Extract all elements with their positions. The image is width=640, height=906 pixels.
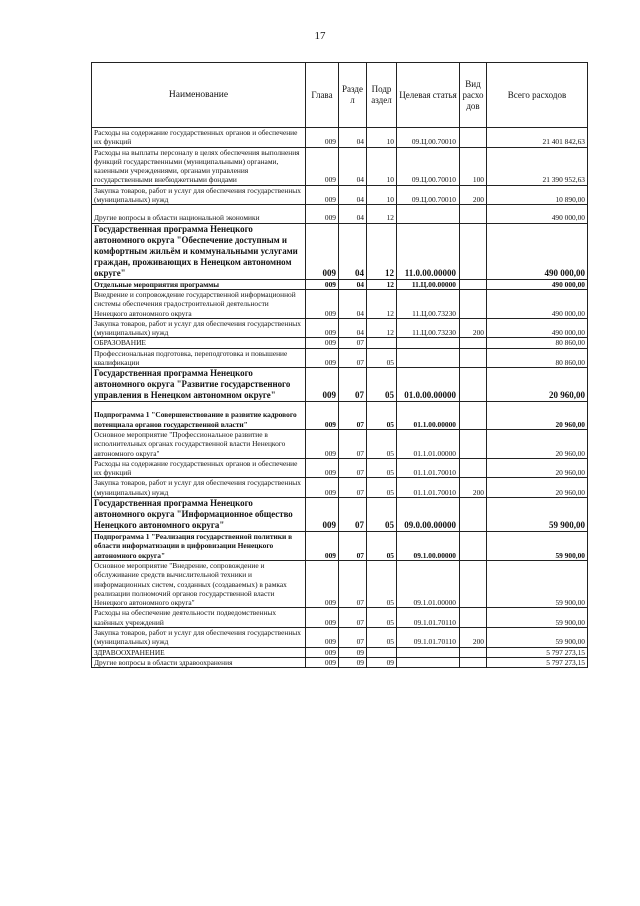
row-target: 11.Ц.00.73230 bbox=[397, 318, 460, 338]
row-subsection: 12 bbox=[367, 318, 397, 338]
table-row bbox=[92, 532, 588, 561]
row-name: Государственная программа Ненецкого автономного округа "Обеспечение доступным и комфортным жильём и коммунальными услугами граждан, проживающих в Ненецком автономном округе" bbox=[92, 223, 306, 279]
row-section: 07 bbox=[339, 338, 367, 348]
row-section: 04 bbox=[339, 318, 367, 338]
header-chapter: Глава bbox=[306, 63, 339, 128]
row-section: 04 bbox=[339, 223, 367, 279]
table-row bbox=[92, 185, 588, 205]
table-row bbox=[92, 289, 588, 318]
row-chapter: 009 bbox=[306, 429, 339, 458]
row-subsection bbox=[367, 338, 397, 348]
table-row bbox=[92, 338, 588, 348]
row-amount: 490 000,00 bbox=[487, 279, 588, 289]
row-name: Закупка товаров, работ и услуг для обеспечения государственных (муниципальных) нужд bbox=[92, 627, 306, 647]
row-amount: 80 860,00 bbox=[487, 338, 588, 348]
row-section: 09 bbox=[339, 647, 367, 657]
row-target: 09.0.00.00000 bbox=[397, 498, 460, 532]
row-type bbox=[460, 338, 487, 348]
row-subsection: 12 bbox=[367, 223, 397, 279]
row-section: 07 bbox=[339, 368, 367, 402]
row-subsection: 05 bbox=[367, 368, 397, 402]
row-target bbox=[397, 205, 460, 223]
row-section: 04 bbox=[339, 279, 367, 289]
table-row bbox=[92, 627, 588, 647]
table-row bbox=[92, 478, 588, 498]
row-type bbox=[460, 368, 487, 402]
row-name: Другие вопросы в области здравоохранения bbox=[92, 657, 306, 667]
row-chapter: 009 bbox=[306, 348, 339, 368]
table-row bbox=[92, 128, 588, 148]
row-section: 09 bbox=[339, 657, 367, 667]
row-section: 04 bbox=[339, 205, 367, 223]
row-section: 07 bbox=[339, 498, 367, 532]
row-section: 07 bbox=[339, 402, 367, 430]
row-subsection: 05 bbox=[367, 498, 397, 532]
table-row bbox=[92, 402, 588, 430]
table-row bbox=[92, 223, 588, 279]
row-name: Расходы на содержание государственных органов и обеспечение их функций bbox=[92, 458, 306, 478]
row-type bbox=[460, 402, 487, 430]
row-amount: 20 960,00 bbox=[487, 402, 588, 430]
table-row bbox=[92, 318, 588, 338]
table-row bbox=[92, 205, 588, 223]
row-amount: 20 960,00 bbox=[487, 458, 588, 478]
row-subsection: 05 bbox=[367, 458, 397, 478]
row-target bbox=[397, 348, 460, 368]
table-row bbox=[92, 657, 588, 667]
row-target: 09.1.01.70110 bbox=[397, 627, 460, 647]
table-row bbox=[92, 279, 588, 289]
row-name: Расходы на обеспечение деятельности подведомственных казённых учреждений bbox=[92, 608, 306, 628]
row-type bbox=[460, 647, 487, 657]
row-chapter: 009 bbox=[306, 368, 339, 402]
row-type bbox=[460, 429, 487, 458]
row-amount: 490 000,00 bbox=[487, 205, 588, 223]
row-amount: 5 797 273,15 bbox=[487, 657, 588, 667]
row-amount: 490 000,00 bbox=[487, 289, 588, 318]
row-type bbox=[460, 279, 487, 289]
row-name: Расходы на содержание государственных органов и обеспечение их функций bbox=[92, 128, 306, 148]
header-name: Наименование bbox=[92, 63, 306, 128]
row-target: 09.Ц.00.70010 bbox=[397, 128, 460, 148]
table-body bbox=[92, 128, 588, 668]
table-row bbox=[92, 429, 588, 458]
row-section: 04 bbox=[339, 185, 367, 205]
row-subsection bbox=[367, 647, 397, 657]
row-subsection: 09 bbox=[367, 657, 397, 667]
row-chapter: 009 bbox=[306, 289, 339, 318]
row-target: 01.1.01.70010 bbox=[397, 458, 460, 478]
row-subsection: 05 bbox=[367, 560, 397, 607]
row-type bbox=[460, 223, 487, 279]
row-target: 09.1.01.00000 bbox=[397, 560, 460, 607]
header-subsection: Подр аздел bbox=[367, 63, 397, 128]
row-chapter: 009 bbox=[306, 458, 339, 478]
row-type bbox=[460, 205, 487, 223]
row-amount: 20 960,00 bbox=[487, 429, 588, 458]
row-name: Внедрение и сопровождение государственной информационной системы обеспечения градостроительной деятельности Ненецкого автономного округа bbox=[92, 289, 306, 318]
row-name: Закупка товаров, работ и услуг для обеспечения государственных (муниципальных) нужд bbox=[92, 478, 306, 498]
row-chapter: 009 bbox=[306, 205, 339, 223]
header-section: Разде л bbox=[339, 63, 367, 128]
row-chapter: 009 bbox=[306, 657, 339, 667]
row-name: Расходы на выплаты персоналу в целях обеспечения выполнения функций государственными (муниципальными) органами, казенными учреждениями, органами управления государственными внебюджетными фондами bbox=[92, 147, 306, 185]
row-amount: 59 900,00 bbox=[487, 532, 588, 561]
row-name: Подпрограмма 1 "Совершенствование в развитие кадрового потенциала органов государственной власти" bbox=[92, 402, 306, 430]
row-subsection: 10 bbox=[367, 128, 397, 148]
row-chapter: 009 bbox=[306, 647, 339, 657]
row-name: Отдельные мероприятия программы bbox=[92, 279, 306, 289]
row-chapter: 009 bbox=[306, 532, 339, 561]
row-type bbox=[460, 657, 487, 667]
row-target: 11.0.00.00000 bbox=[397, 223, 460, 279]
row-name: Основное мероприятие "Профессиональное развитие в исполнительных органах государственной власти Ненецкого автономного округа" bbox=[92, 429, 306, 458]
row-target: 09.Ц.00.70010 bbox=[397, 185, 460, 205]
row-amount: 20 960,00 bbox=[487, 478, 588, 498]
row-type: 100 bbox=[460, 147, 487, 185]
row-amount: 490 000,00 bbox=[487, 223, 588, 279]
row-type: 200 bbox=[460, 627, 487, 647]
row-type bbox=[460, 458, 487, 478]
row-type bbox=[460, 289, 487, 318]
row-subsection: 05 bbox=[367, 402, 397, 430]
row-name: Подпрограмма 1 "Реализация государственной политики в области информатизации в цифровизации Ненецкого автономного округа" bbox=[92, 532, 306, 561]
row-target bbox=[397, 657, 460, 667]
row-amount: 59 900,00 bbox=[487, 498, 588, 532]
header-total: Всего расходов bbox=[487, 63, 588, 128]
row-target: 01.0.00.00000 bbox=[397, 368, 460, 402]
row-amount: 21 390 952,63 bbox=[487, 147, 588, 185]
row-type bbox=[460, 608, 487, 628]
row-section: 07 bbox=[339, 532, 367, 561]
row-subsection: 12 bbox=[367, 205, 397, 223]
row-target: 11.Ц.00.00000 bbox=[397, 279, 460, 289]
row-target: 01.1.01.00000 bbox=[397, 429, 460, 458]
row-section: 07 bbox=[339, 458, 367, 478]
row-chapter: 009 bbox=[306, 279, 339, 289]
row-amount: 5 797 273,15 bbox=[487, 647, 588, 657]
table-row bbox=[92, 368, 588, 402]
table-row bbox=[92, 458, 588, 478]
row-amount: 80 860,00 bbox=[487, 348, 588, 368]
row-type: 200 bbox=[460, 185, 487, 205]
table-header-row bbox=[92, 63, 588, 128]
row-amount: 490 000,00 bbox=[487, 318, 588, 338]
row-name: Другие вопросы в области национальной экономики bbox=[92, 205, 306, 223]
row-subsection: 05 bbox=[367, 348, 397, 368]
row-chapter: 009 bbox=[306, 318, 339, 338]
row-subsection: 12 bbox=[367, 289, 397, 318]
table-row bbox=[92, 147, 588, 185]
row-section: 04 bbox=[339, 289, 367, 318]
row-type: 200 bbox=[460, 318, 487, 338]
row-amount: 10 890,00 bbox=[487, 185, 588, 205]
table-row bbox=[92, 608, 588, 628]
row-subsection: 05 bbox=[367, 478, 397, 498]
row-name: Профессиональная подготовка, переподготовка и повышение квалификации bbox=[92, 348, 306, 368]
row-amount: 59 900,00 bbox=[487, 627, 588, 647]
row-chapter: 009 bbox=[306, 608, 339, 628]
row-section: 07 bbox=[339, 348, 367, 368]
row-section: 07 bbox=[339, 429, 367, 458]
table-row bbox=[92, 647, 588, 657]
row-subsection: 10 bbox=[367, 147, 397, 185]
page-number: 17 bbox=[314, 30, 326, 42]
row-target bbox=[397, 647, 460, 657]
row-name: Основное мероприятие "Внедрение, сопровождение и обслуживание средств вычислительной техники и информационных систем, созданных (создаваемых) в рамках реализации полномочий органов государственной власти Ненецкого автономного округа" bbox=[92, 560, 306, 607]
row-amount: 59 900,00 bbox=[487, 608, 588, 628]
row-chapter: 009 bbox=[306, 185, 339, 205]
row-chapter: 009 bbox=[306, 128, 339, 148]
row-type bbox=[460, 560, 487, 607]
row-subsection: 05 bbox=[367, 627, 397, 647]
row-chapter: 009 bbox=[306, 338, 339, 348]
row-subsection: 10 bbox=[367, 185, 397, 205]
row-amount: 20 960,00 bbox=[487, 368, 588, 402]
row-chapter: 009 bbox=[306, 478, 339, 498]
row-target: 01.1.01.70010 bbox=[397, 478, 460, 498]
header-target: Целевая статья bbox=[397, 63, 460, 128]
row-name: Государственная программа Ненецкого автономного округа "Информационное общество Ненецкого автономного округа" bbox=[92, 498, 306, 532]
row-name: Закупка товаров, работ и услуг для обеспечения государственных (муниципальных) нужд bbox=[92, 318, 306, 338]
row-name: ЗДРАВООХРАНЕНИЕ bbox=[92, 647, 306, 657]
row-subsection: 05 bbox=[367, 608, 397, 628]
row-subsection: 05 bbox=[367, 532, 397, 561]
expenditure-table bbox=[91, 62, 588, 668]
row-target: 11.Ц.00.73230 bbox=[397, 289, 460, 318]
row-chapter: 009 bbox=[306, 498, 339, 532]
row-section: 07 bbox=[339, 608, 367, 628]
row-chapter: 009 bbox=[306, 147, 339, 185]
row-type bbox=[460, 498, 487, 532]
table-row bbox=[92, 498, 588, 532]
row-subsection: 12 bbox=[367, 279, 397, 289]
row-target: 01.1.00.00000 bbox=[397, 402, 460, 430]
row-chapter: 009 bbox=[306, 560, 339, 607]
table-row bbox=[92, 348, 588, 368]
row-target: 09.Ц.00.70010 bbox=[397, 147, 460, 185]
row-type: 200 bbox=[460, 478, 487, 498]
row-amount: 21 401 842,63 bbox=[487, 128, 588, 148]
row-section: 04 bbox=[339, 147, 367, 185]
row-type bbox=[460, 128, 487, 148]
row-chapter: 009 bbox=[306, 223, 339, 279]
row-target bbox=[397, 338, 460, 348]
row-type bbox=[460, 348, 487, 368]
row-target: 09.1.00.00000 bbox=[397, 532, 460, 561]
row-section: 07 bbox=[339, 478, 367, 498]
row-target: 09.1.01.70110 bbox=[397, 608, 460, 628]
row-section: 04 bbox=[339, 128, 367, 148]
row-amount: 59 900,00 bbox=[487, 560, 588, 607]
row-chapter: 009 bbox=[306, 627, 339, 647]
row-type bbox=[460, 532, 487, 561]
row-subsection: 05 bbox=[367, 429, 397, 458]
table-row bbox=[92, 560, 588, 607]
row-chapter: 009 bbox=[306, 402, 339, 430]
header-type: Вид расхо дов bbox=[460, 63, 487, 128]
row-section: 07 bbox=[339, 627, 367, 647]
row-name: Государственная программа Ненецкого автономного округа "Развитие государственного управления в Ненецком автономном округе" bbox=[92, 368, 306, 402]
row-name: Закупка товаров, работ и услуг для обеспечения государственных (муниципальных) нужд bbox=[92, 185, 306, 205]
row-name: ОБРАЗОВАНИЕ bbox=[92, 338, 306, 348]
row-section: 07 bbox=[339, 560, 367, 607]
